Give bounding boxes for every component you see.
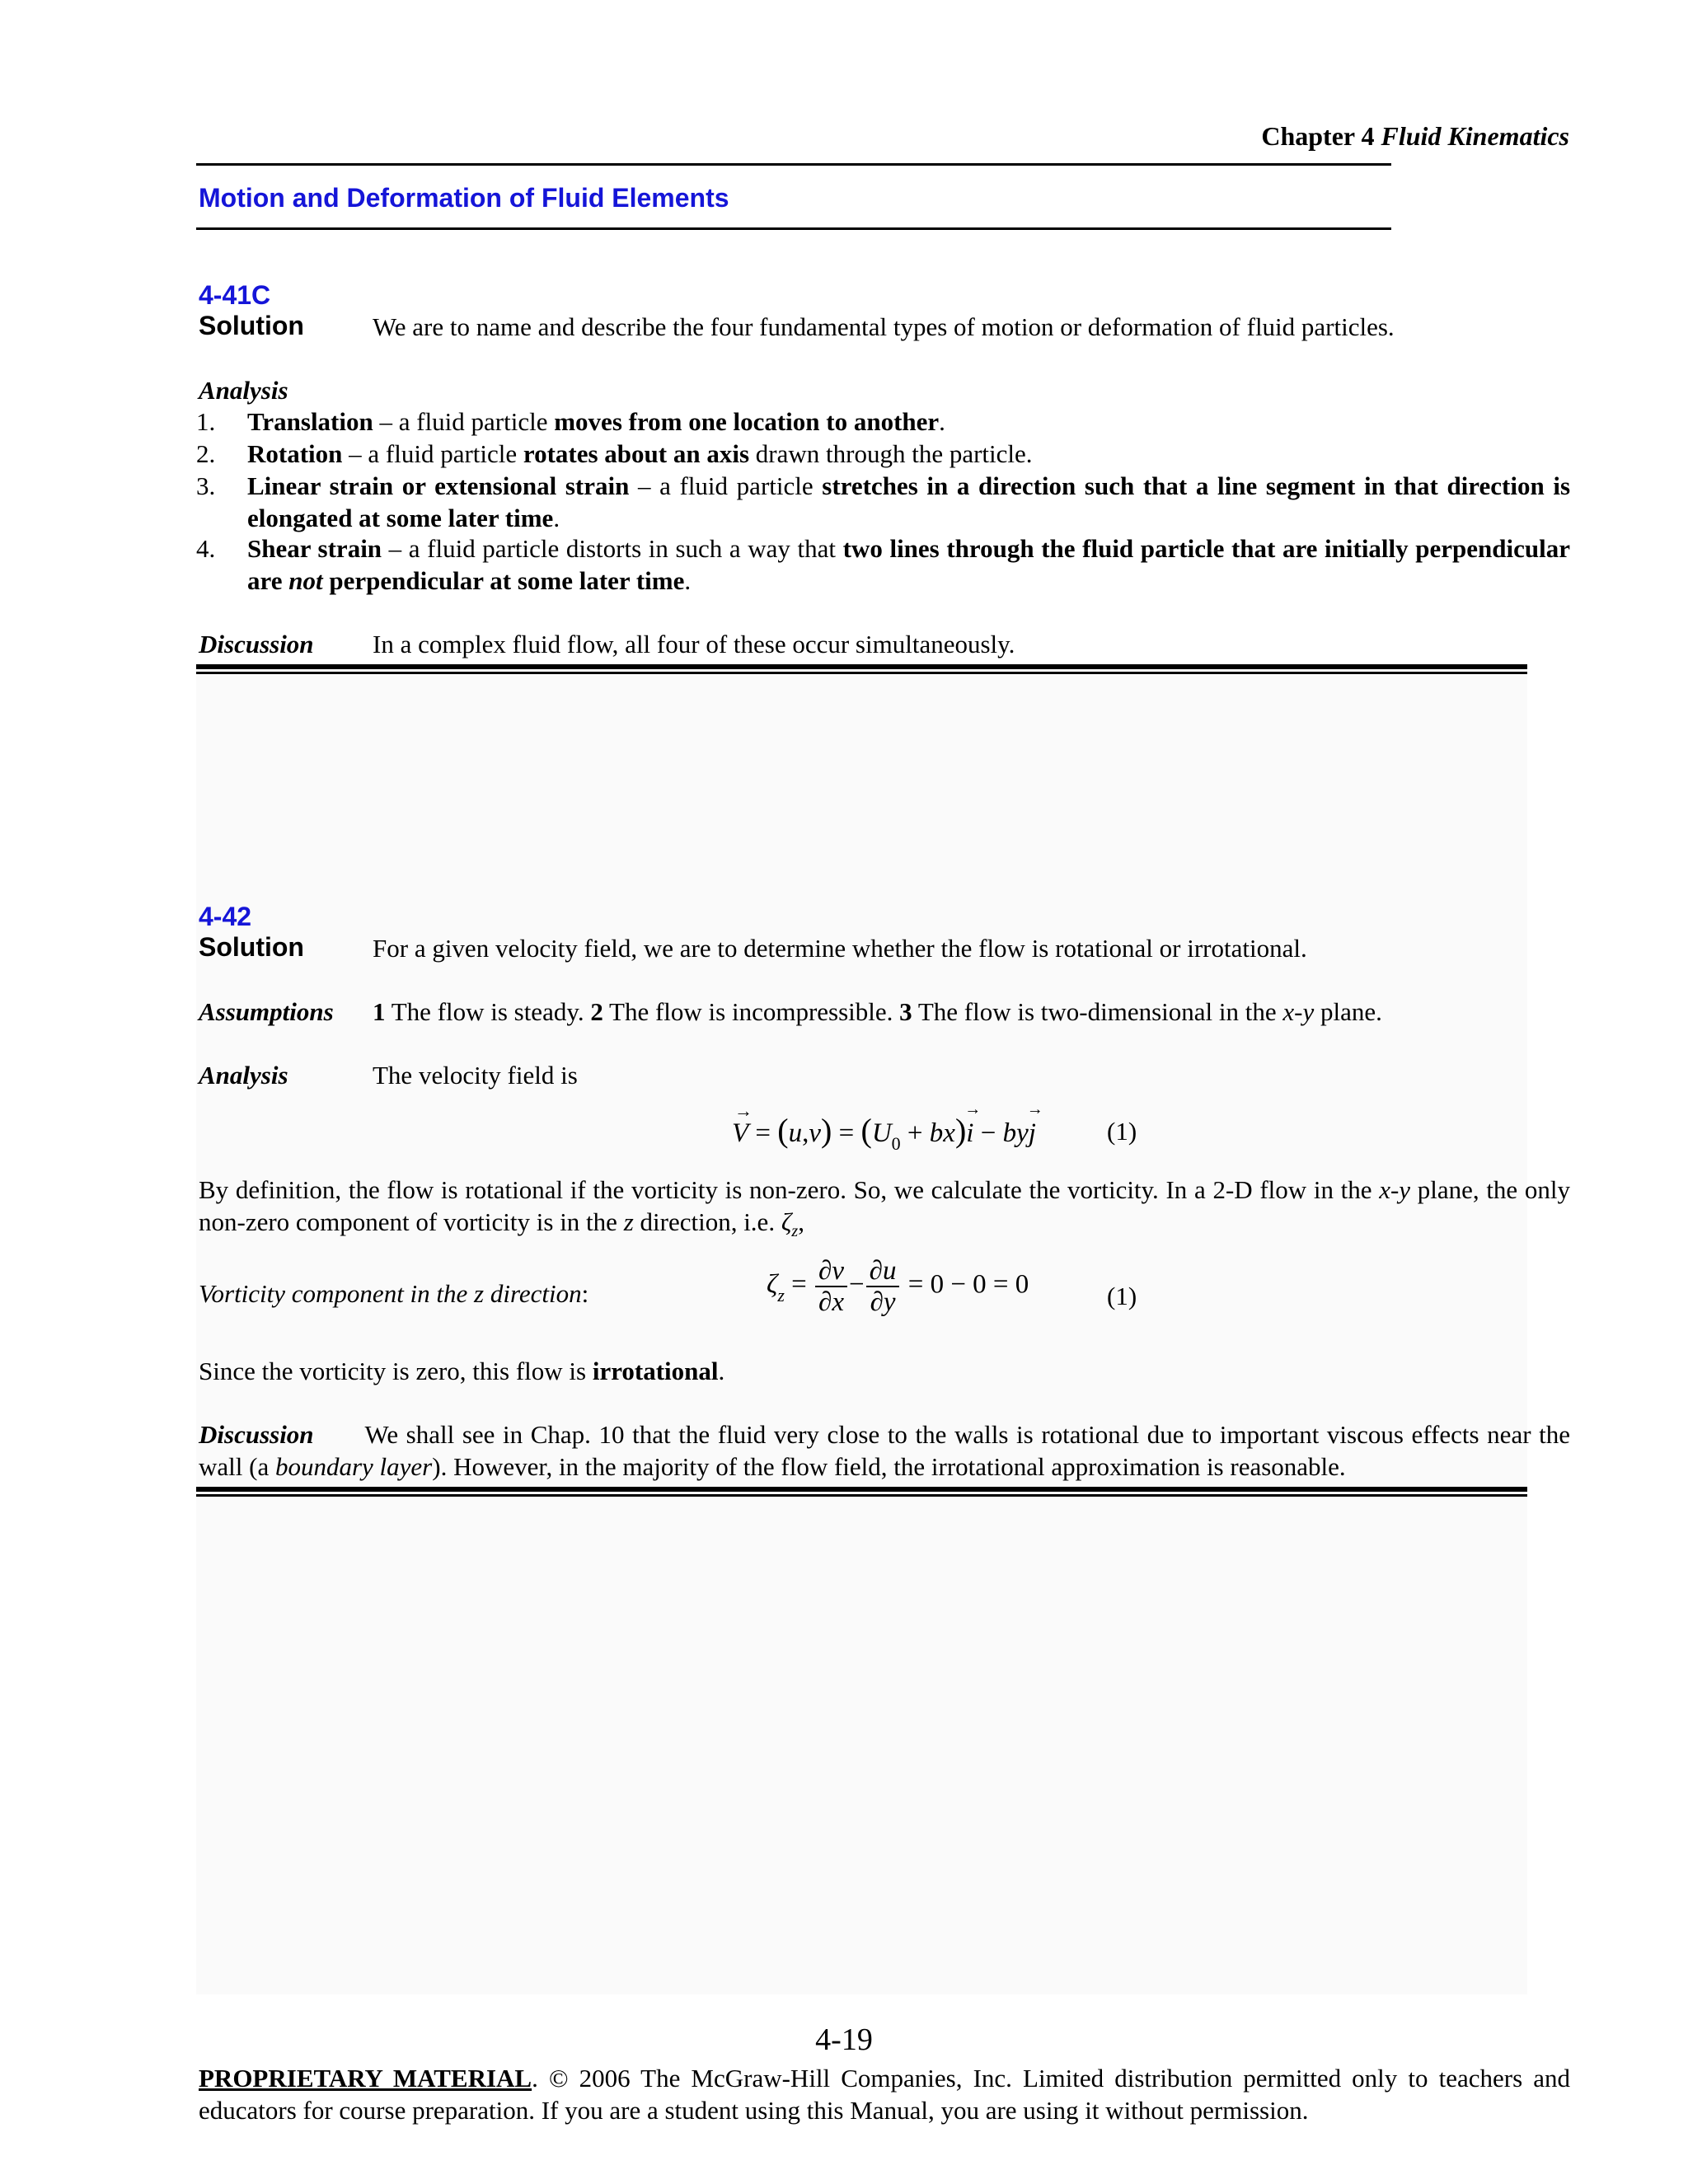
page-number: 4-19 [815,2022,873,2057]
list-number: 4. [196,534,216,563]
header-rule-bottom [196,227,1391,230]
analysis-label: Analysis [199,1061,288,1090]
running-header [1261,120,1569,152]
solution-text: For a given velocity field, we are to determine whether the flow is rotational or irrotational. [373,934,1307,963]
problem-number: 4-41C [199,280,271,310]
equation-number: (1) [1107,1282,1137,1310]
equation-number: (1) [1107,1117,1137,1146]
list-number: 1. [196,407,216,436]
discussion-text: In a complex fluid flow, all four of these occur simultaneously. [373,630,1015,658]
chapter-label: Chapter 4 [1261,121,1375,151]
list-number: 3. [196,471,216,500]
list-term: Shear strain [247,534,382,563]
list-number: 2. [196,439,216,468]
page-shading [196,676,1527,1994]
velocity-field-equation: V → = $(u,v) = (U_0 + bx)i$ → − byj → [732,1100,1043,1154]
analysis-label: Analysis [199,376,288,405]
chapter-title: Fluid Kinematics [1381,121,1569,151]
copyright-notice: PROPRIETARY MATERIAL. © 2006 The McGraw-Hill Companies, Inc. Limited distribution permitted only to teachers and educators for course preparation. If you are a student using this Manual, you are using it without permission. [199,2064,1570,2125]
conclusion-text: Since the vorticity is zero, this flow is irrotational. [199,1357,725,1385]
list-term: Rotation [247,439,343,468]
solution-label: Solution [199,311,304,340]
discussion-label: Discussion [199,1420,314,1449]
list-term: Linear strain or extensional strain [247,471,630,500]
assumptions-label: Assumptions [199,997,334,1026]
list-item: 4. Shear strain – a fluid particle distorts in such a way that two lines through the fluid particle that are initially perpendicular are not perpendicular at some later time. [196,534,1570,595]
list-term: Translation [247,407,373,436]
section-divider [196,1487,1527,1497]
discussion-paragraph: Discussion We shall see in Chap. 10 that the fluid very close to the walls is rotational due to important viscous effects near the wall (a boundary layer). However, in the majority of the flow field, the irrotational approximation is reasonable. [199,1420,1570,1481]
definition-paragraph: By definition, the flow is rotational if the vorticity is non-zero. So, we calculate the vorticity. In a 2-D flow in the x-y plane, the only non-zero component of vorticity is in the z direction, i.e. $\zeta_z$, [199,1175,1570,1241]
list-item: 1. Translation – a fluid particle moves from one location to another. [196,407,945,436]
solution-label: Solution [199,932,304,962]
list-item: 3. Linear strain or extensional strain – a fluid particle stretches in a direction such that a line segment in that direction is elongated at some later time. [196,471,1571,532]
section-title: Motion and Deformation of Fluid Elements [199,183,729,213]
problem-number: 4-42 [199,902,252,931]
assumptions-text: 1 The flow is steady. 2 The flow is incompressible. 3 The flow is two-dimensional in the x-y plane. [373,997,1382,1026]
section-divider [196,664,1527,674]
vorticity-equation: $\zeta_z$ = $\frac{\partial v}{\partial x}$ − $\frac{\partial u}{\partial y}$ = 0 − 0 = 0 [767,1256,1029,1317]
analysis-text: The velocity field is [373,1061,578,1090]
header-rule-top [196,163,1391,166]
vorticity-label: Vorticity component in the z direction: [199,1279,589,1308]
discussion-label: Discussion [199,630,314,658]
solution-text: We are to name and describe the four fundamental types of motion or deformation of fluid particles. [373,312,1395,341]
list-item: 2. Rotation – a fluid particle rotates about an axis drawn through the particle. [196,439,1033,468]
